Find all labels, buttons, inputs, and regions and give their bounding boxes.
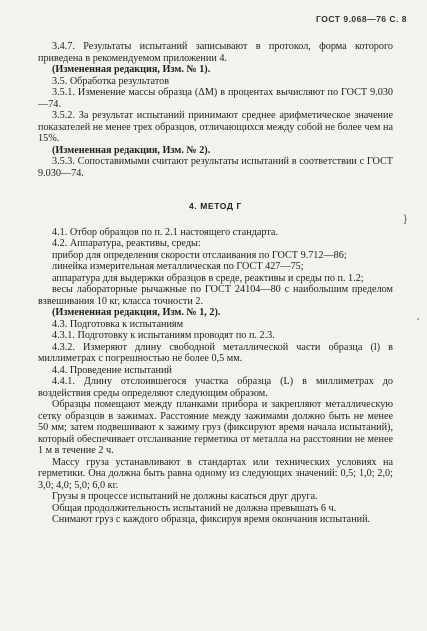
- paragraph: 4.3. Подготовка к испытаниям: [52, 318, 184, 330]
- page-header: ГОСТ 9.068—76 С. 8: [316, 14, 407, 24]
- paragraph: 4.3.2. Измеряют длину свободной металлической части образца (l) в миллиметрах с погрешностью не более 0,5 мм.: [38, 341, 393, 364]
- paragraph: линейка измерительная металлическая по ГОСТ 427—75;: [52, 261, 304, 272]
- paragraph: 3.5.1. Изменение массы образца (ΔM) в процентах вычисляют по ГОСТ 9.030—74.: [38, 87, 393, 110]
- margin-dot: [417, 318, 419, 320]
- paragraph: 4.1. Отбор образцов по п. 2.1 настоящего стандарта.: [52, 226, 279, 238]
- paragraph: Общая продолжительность испытаний не должна превышать 6 ч.: [52, 502, 337, 514]
- paragraph: 3.5. Обработка результатов: [52, 75, 170, 87]
- paragraph: 4.4. Проведение испытаний: [52, 364, 172, 376]
- paragraph: Грузы в процессе испытаний не должны касаться друг друга.: [52, 491, 318, 502]
- paragraph: 4.2. Аппаратура, реактивы, среды:: [52, 238, 201, 249]
- amendment-note: (Измененная редакция, Изм. № 1).: [52, 64, 211, 75]
- margin-brace-mark: }: [403, 214, 407, 225]
- paragraph: аппаратура для выдержки образцов в среде, реактивы и среды по п. 1.2;: [52, 272, 364, 284]
- amendment-note: (Измененная редакция, Изм. № 1, 2).: [52, 307, 221, 318]
- section-4-text: [38, 227, 393, 526]
- paragraph: Снимают груз с каждого образца, фиксируя время окончания испытаний.: [52, 514, 371, 525]
- paragraph: 4.4.1. Длину отслоившегося участка образца (L) в миллиметрах до воздействия среды определяют следующим образом.: [38, 376, 393, 399]
- paragraph: 4.3.1. Подготовку к испытаниям проводят по п. 2.3.: [52, 330, 275, 341]
- paragraph: весы лабораторные рычажные по ГОСТ 24104—80 с наибольшим пределом взвешивания 10 кг, класса точности 2.: [38, 284, 393, 307]
- paragraph: Образцы помещают между планками прибора и закрепляют металлическую сетку образцов в зажимах. Расстояние между зажимами должно быть не менее 50 мм; затем подвешивают к зажиму груз (фиксируют время начала испытаний), который обеспечивает отслаивание герметика от металла на расстоянии не менее 1 м в течение 2 ч.: [38, 399, 393, 456]
- paragraph: 3.4.7. Результаты испытаний записывают в протокол, форма которого приведена в рекомендуемом приложении 4.: [38, 41, 393, 64]
- amendment-note: (Измененная редакция, Изм. № 2).: [52, 144, 211, 156]
- paragraph: Массу груза устанавливают в стандартах или технических условиях на герметики. Она должна быть равна одному из следующих значений: 0,5; 1,0; 2,0; 3,0; 4,0; 5,0; 6,0 кг.: [38, 456, 393, 491]
- section-heading: 4. МЕТОД Г: [189, 201, 242, 211]
- paragraph: прибор для определения скорости отслаивания по ГОСТ 9.712—86;: [52, 249, 347, 261]
- document-body: [38, 41, 393, 526]
- paragraph: 3.5.3. Сопоставимыми считают результаты испытаний в соответствии с ГОСТ 9.030—74.: [38, 156, 393, 179]
- paragraph: 3.5.2. За результат испытаний принимают среднее арифметическое значение показателей не менее трех образцов, отличающихся между собой не более чем на 15%.: [38, 110, 393, 144]
- section-gap: [38, 179, 393, 201]
- section-3-text: [38, 41, 393, 179]
